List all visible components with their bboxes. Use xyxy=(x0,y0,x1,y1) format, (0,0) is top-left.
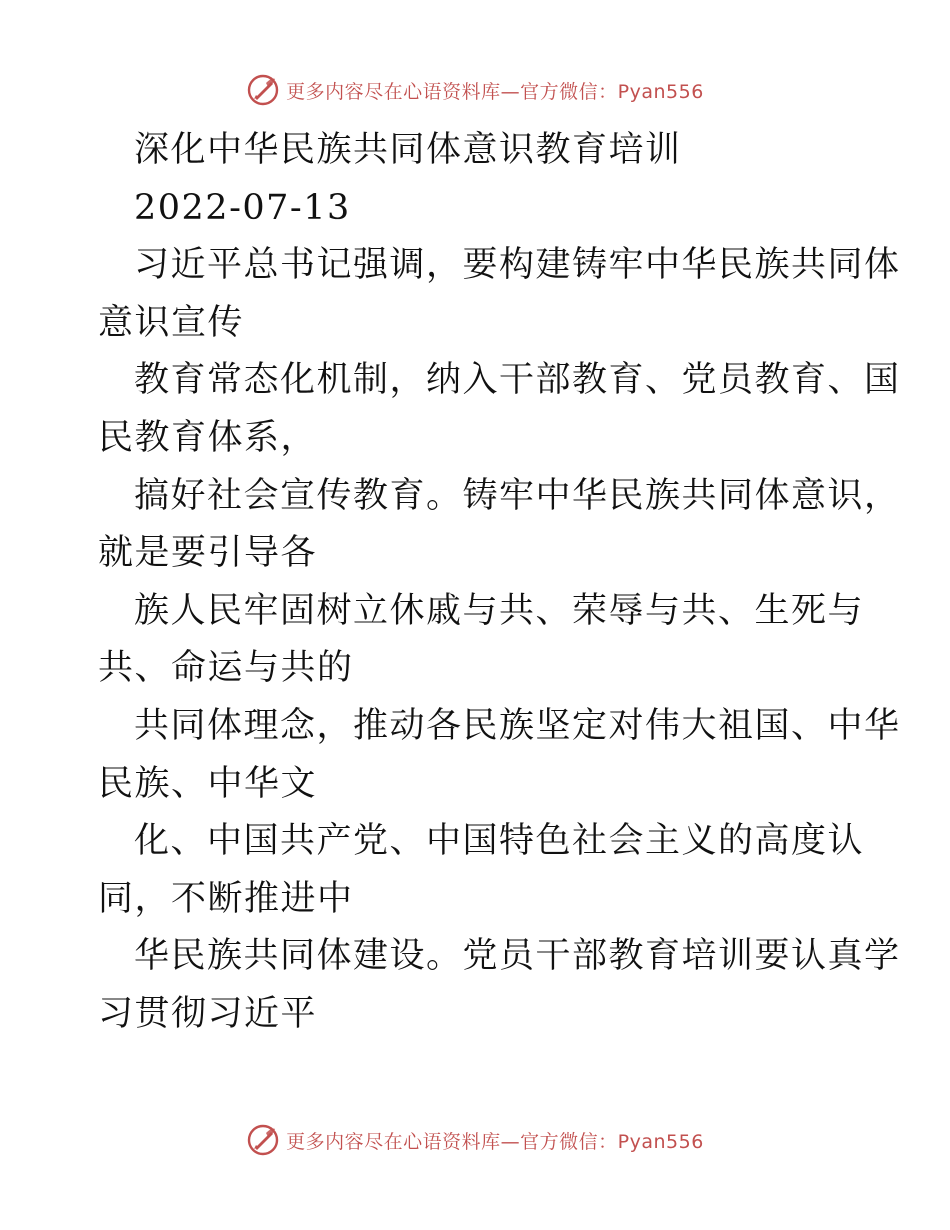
text-line: 意识宣传 xyxy=(98,302,245,343)
text-line: 搞好社会宣传教育。铸牢中华民族共同体意识， xyxy=(134,475,901,516)
document-body xyxy=(98,122,901,1044)
text-line: 民教育体系， xyxy=(98,417,318,458)
quill-pen-logo-icon xyxy=(246,73,280,107)
watermark-text: 更多内容尽在心语资料库—官方微信：Pyan556 xyxy=(286,1130,704,1153)
watermark-text: 更多内容尽在心语资料库—官方微信：Pyan556 xyxy=(286,80,704,103)
footer-watermark xyxy=(0,1122,950,1158)
text-line: 共、命运与共的 xyxy=(98,648,354,689)
text-line: 同，不断推进中 xyxy=(98,878,354,919)
text-line: 化、中国共产党、中国特色社会主义的高度认 xyxy=(134,821,865,862)
text-line: 就是要引导各 xyxy=(98,533,318,574)
document-title: 深化中华民族共同体意识教育培训 xyxy=(134,130,682,170)
text-line: 华民族共同体建设。党员干部教育培训要认真学 xyxy=(134,936,901,977)
document-date: 2022-07-13 xyxy=(134,187,351,228)
text-line: 教育常态化机制，纳入干部教育、党员教育、国 xyxy=(134,360,901,401)
text-line: 习近平总书记强调，要构建铸牢中华民族共同体 xyxy=(134,245,901,286)
text-line: 族人民牢固树立休戚与共、荣辱与共、生死与 xyxy=(134,590,865,631)
text-line: 习贯彻习近平 xyxy=(98,993,318,1034)
header-watermark xyxy=(0,72,950,108)
quill-pen-logo-icon xyxy=(246,1123,280,1157)
text-line: 共同体理念，推动各民族坚定对伟大祖国、中华 xyxy=(134,705,901,746)
text-line: 民族、中华文 xyxy=(98,763,318,804)
